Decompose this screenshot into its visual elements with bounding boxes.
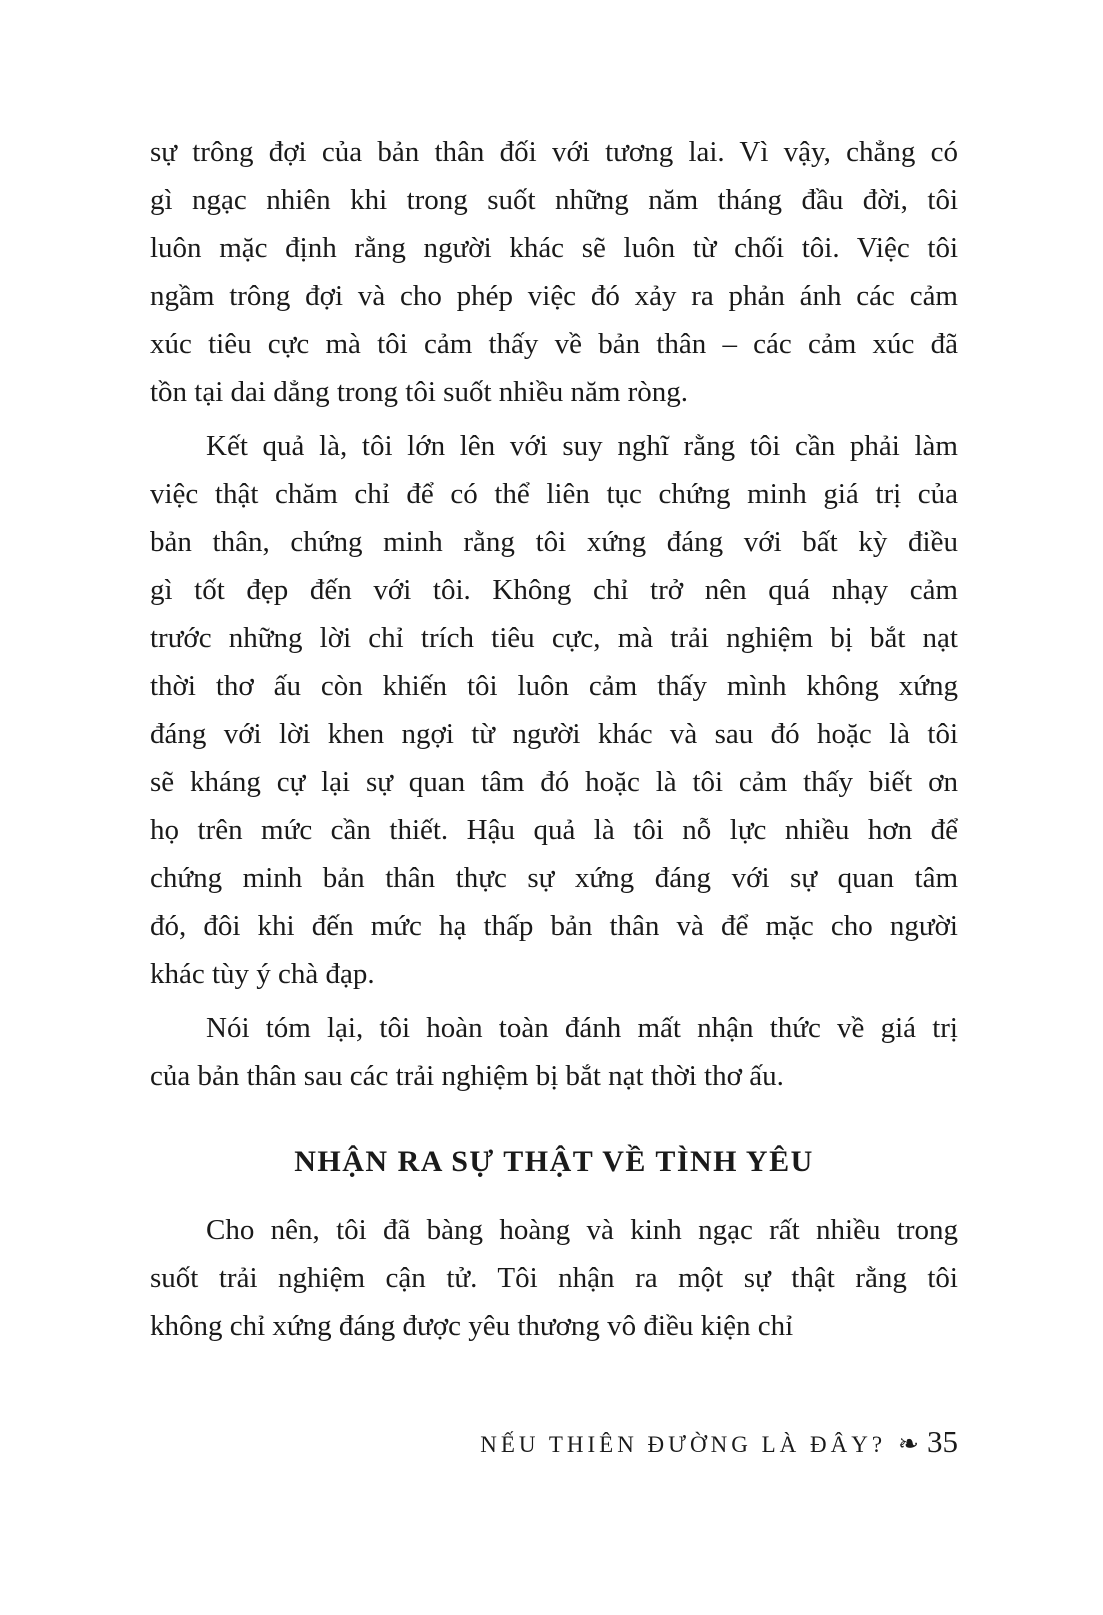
text-line: xúc tiêu cực mà tôi cảm thấy về bản thân – các cảm xúc đã — [150, 328, 958, 360]
floral-ornament-icon: ❧ — [898, 1429, 919, 1458]
text-line: của bản thân sau các trải nghiệm bị bắt nạt thời thơ ấu. — [150, 1060, 784, 1092]
text-line: khác tùy ý chà đạp. — [150, 958, 375, 990]
text-line: suốt trải nghiệm cận tử. Tôi nhận ra một sự thật rằng tôi — [150, 1262, 958, 1294]
text-line: bản thân, chứng minh rằng tôi xứng đáng với bất kỳ điều — [150, 526, 958, 558]
page-footer — [480, 1424, 958, 1460]
text-line: trước những lời chỉ trích tiêu cực, mà trải nghiệm bị bắt nạt — [150, 622, 958, 654]
text-line: chứng minh bản thân thực sự xứng đáng với sự quan tâm — [150, 862, 958, 894]
paragraph — [150, 1206, 958, 1350]
text-line: Cho nên, tôi đã bàng hoàng và kinh ngạc rất nhiều trong — [206, 1214, 958, 1246]
text-line: gì ngạc nhiên khi trong suốt những năm tháng đầu đời, tôi — [150, 184, 958, 216]
text-line: ngầm trông đợi và cho phép việc đó xảy ra phản ánh các cảm — [150, 280, 958, 312]
text-line: không chỉ xứng đáng được yêu thương vô điều kiện chỉ — [150, 1310, 794, 1342]
running-title: NẾU THIÊN ĐƯỜNG LÀ ĐÂY? — [480, 1432, 887, 1457]
text-line: sự trông đợi của bản thân đối với tương lai. Vì vậy, chẳng có — [150, 136, 958, 168]
text-line: sẽ kháng cự lại sự quan tâm đó hoặc là tôi cảm thấy biết ơn — [150, 766, 958, 798]
text-line: luôn mặc định rằng người khác sẽ luôn từ chối tôi. Việc tôi — [150, 232, 958, 264]
section-heading: NHẬN RA SỰ THẬT VỀ TÌNH YÊU — [294, 1145, 814, 1178]
text-line: thời thơ ấu còn khiến tôi luôn cảm thấy mình không xứng — [150, 670, 958, 702]
text-line: việc thật chăm chỉ để có thể liên tục chứng minh giá trị của — [150, 478, 958, 510]
text-line: tồn tại dai dẳng trong tôi suốt nhiều năm ròng. — [150, 376, 689, 408]
text-line: đó, đôi khi đến mức hạ thấp bản thân và để mặc cho người — [150, 910, 958, 942]
paragraphs-before-heading — [150, 128, 958, 1100]
paragraphs-after-heading — [150, 1206, 958, 1350]
paragraph — [150, 128, 958, 416]
text-line: Nói tóm lại, tôi hoàn toàn đánh mất nhận thức về giá trị — [206, 1012, 958, 1044]
paragraph — [150, 422, 958, 998]
page-body — [150, 128, 958, 1356]
paragraph — [150, 1004, 958, 1100]
page-number: 35 — [927, 1424, 958, 1459]
text-line: họ trên mức cần thiết. Hậu quả là tôi nỗ lực nhiều hơn để — [150, 814, 958, 846]
text-line: đáng với lời khen ngợi từ người khác và sau đó hoặc là tôi — [150, 718, 958, 750]
text-line: gì tốt đẹp đến với tôi. Không chỉ trở nên quá nhạy cảm — [150, 574, 958, 606]
text-line: Kết quả là, tôi lớn lên với suy nghĩ rằng tôi cần phải làm — [206, 430, 958, 462]
